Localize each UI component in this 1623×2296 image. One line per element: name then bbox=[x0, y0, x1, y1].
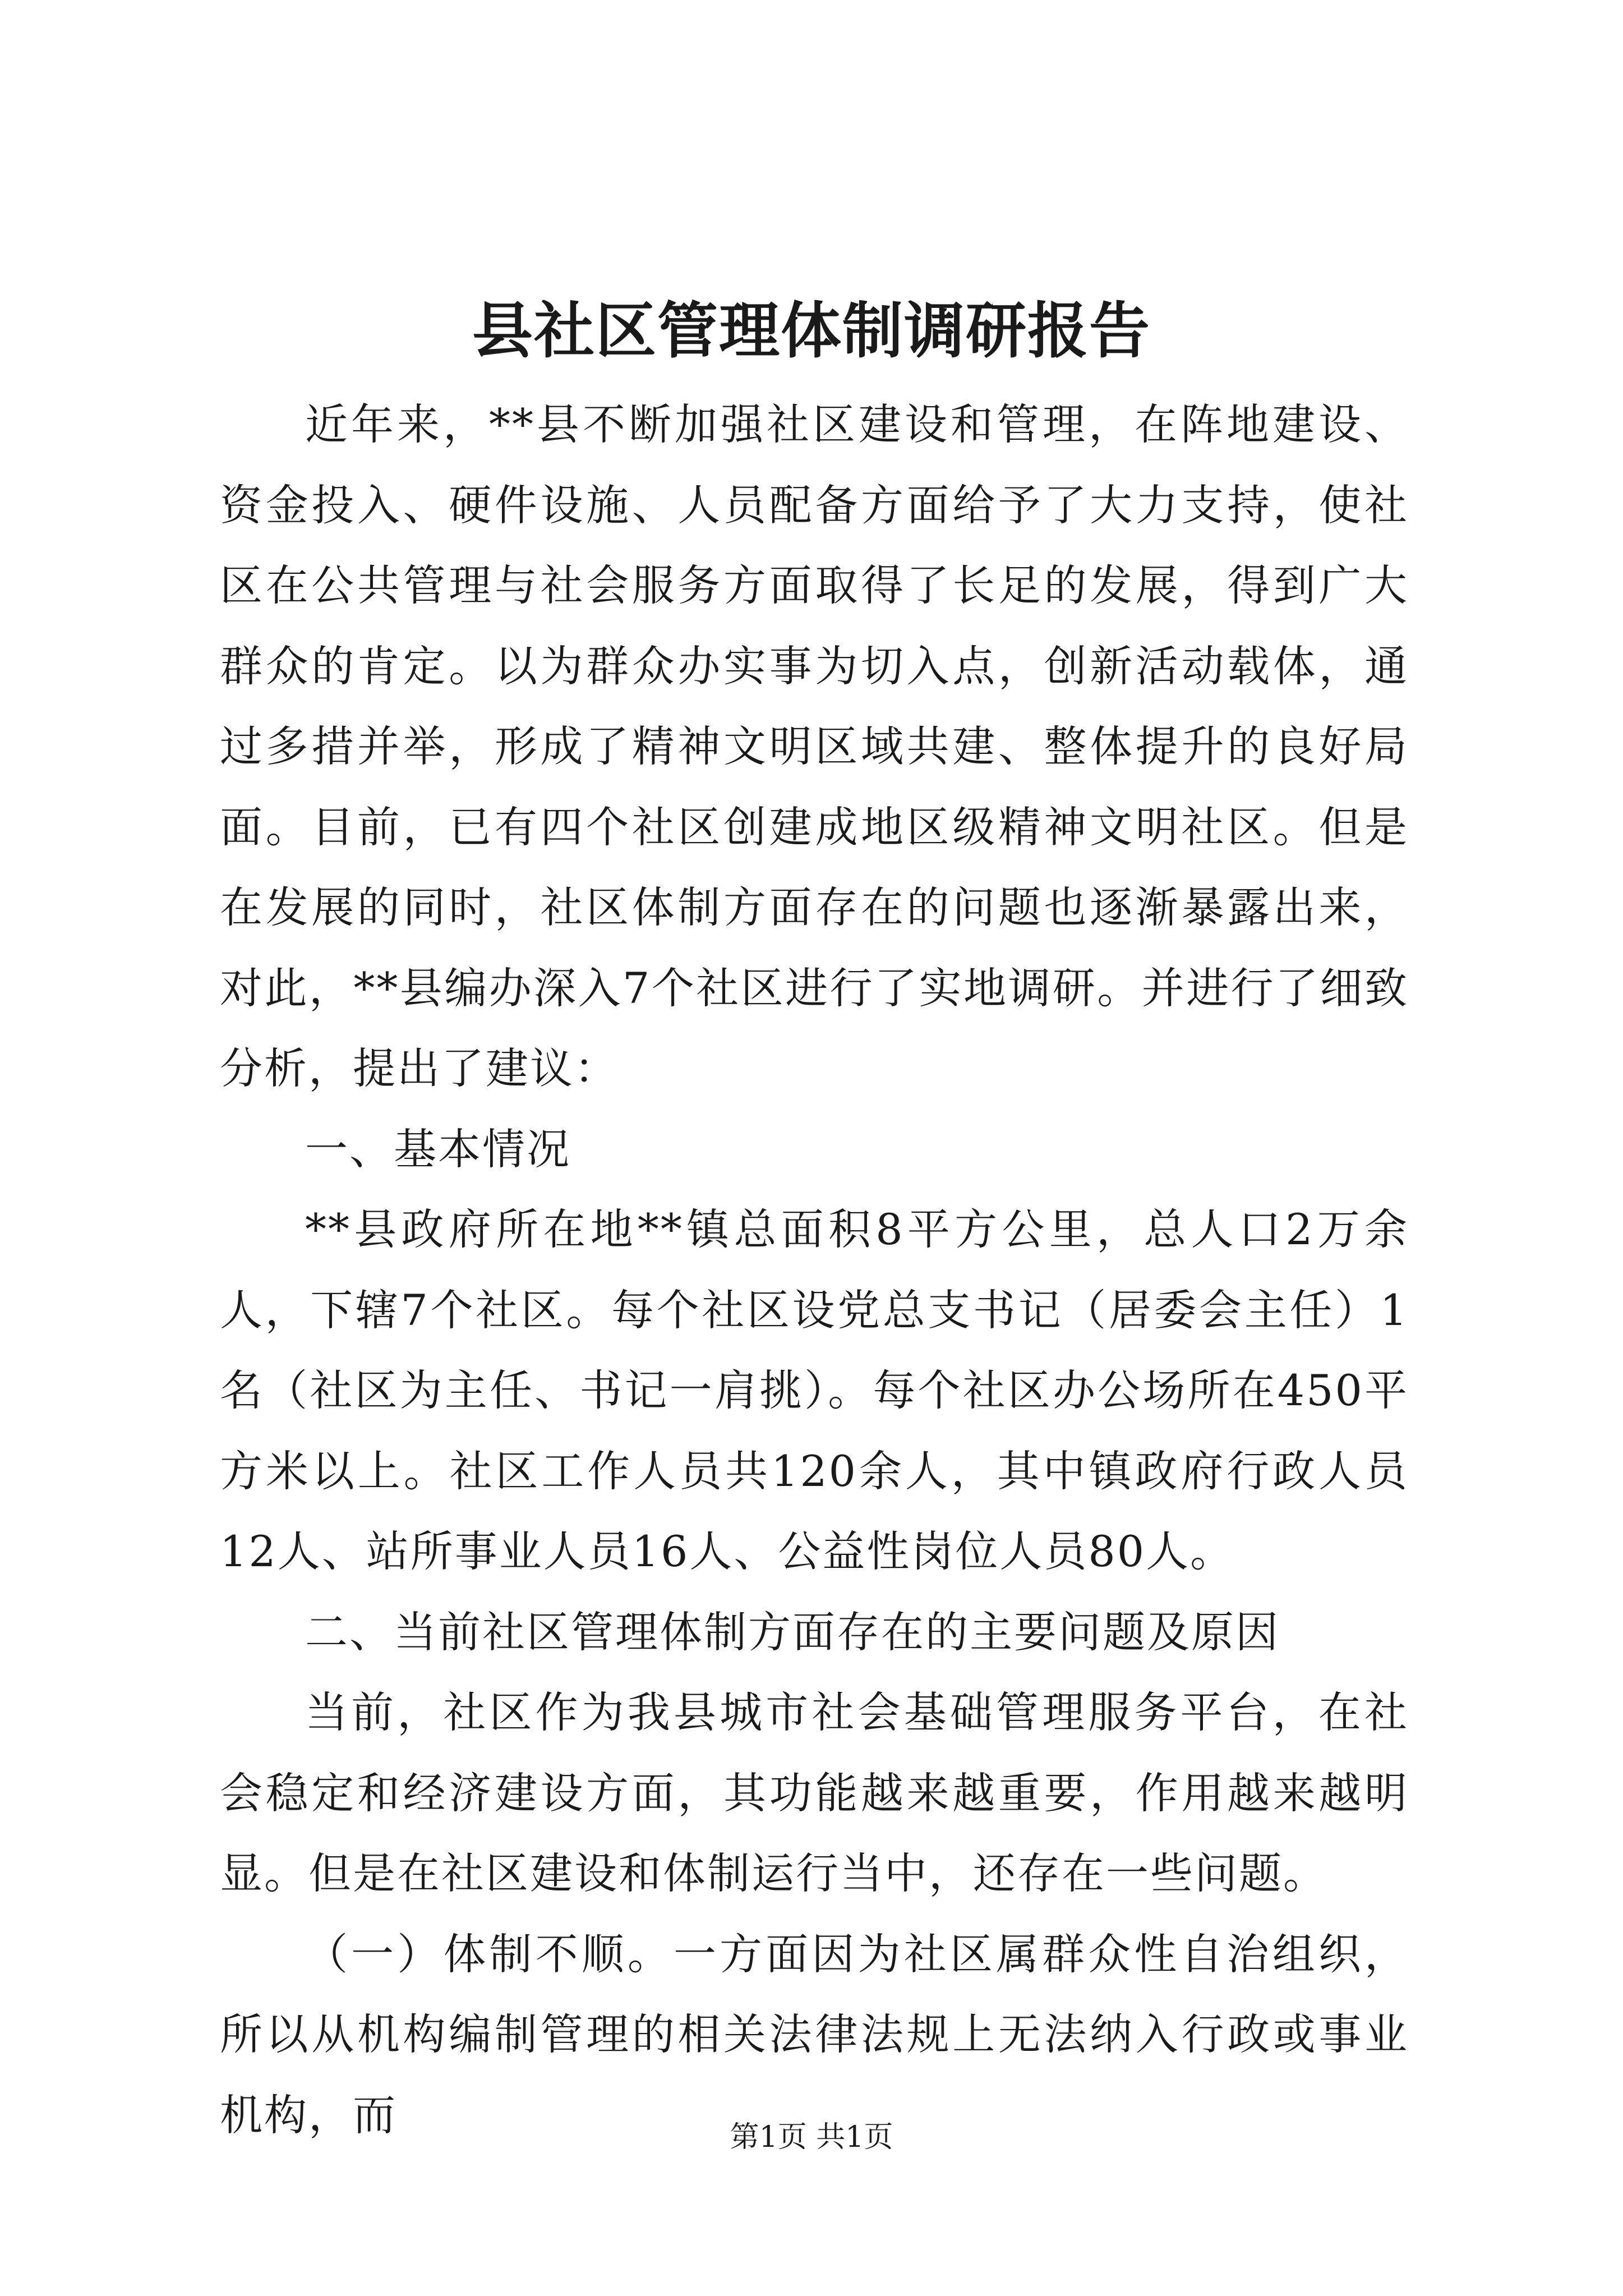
section-heading-main-problems: 二、当前社区管理体制方面存在的主要问题及原因 bbox=[305, 1607, 1280, 1657]
paragraph-current-status: 当前，社区作为我县城市社会基础管理服务平台，在社会稳定和经济建设方面，其功能越来越重要，作用越来越明显。但是在社区建设和体制运行当中，还存在一些问题。 bbox=[220, 1687, 1409, 1898]
document-body bbox=[220, 384, 1409, 2155]
paragraph-intro: 近年来，**县不断加强社区建设和管理，在阵地建设、资金投入、硬件设施、人员配备方面给予了大力支持，使社区在公共管理与社会服务方面取得了长足的发展，得到广大群众的肯定。以为群众办实事为切入点，创新活动载体，通过多措并举，形成了精神文明区域共建、整体提升的良好局面。目前，已有四个社区创建成地区级精神文明社区。但是在发展的同时，社区体制方面存在的问题也逐渐暴露出来，对此，**县编办深入7个社区进行了实地调研。并进行了细致分析，提出了建议： bbox=[220, 399, 1409, 1093]
document-title: 县社区管理体制调研报告 bbox=[472, 296, 1151, 366]
page-footer: 第1页 共1页 bbox=[730, 2120, 893, 2154]
paragraph-basic-situation: **县政府所在地**镇总面积8平方公里，总人口2万余人，下辖7个社区。每个社区设党总支书记（居委会主任）1名（社区为主任、书记一肩挑）。每个社区办公场所在450平方米以上。社区工作人员共120余人，其中镇政府行政人员12人、站所事业人员16人、公益性岗位人员80人。 bbox=[220, 1204, 1409, 1576]
section-heading-basic-situation: 一、基本情况 bbox=[305, 1124, 571, 1174]
paragraph-problem-one: （一）体制不顺。一方面因为社区属群众性自治组织，所以从机构编制管理的相关法律法规上无法纳入行政或事业机构，而 bbox=[220, 1929, 1409, 2140]
